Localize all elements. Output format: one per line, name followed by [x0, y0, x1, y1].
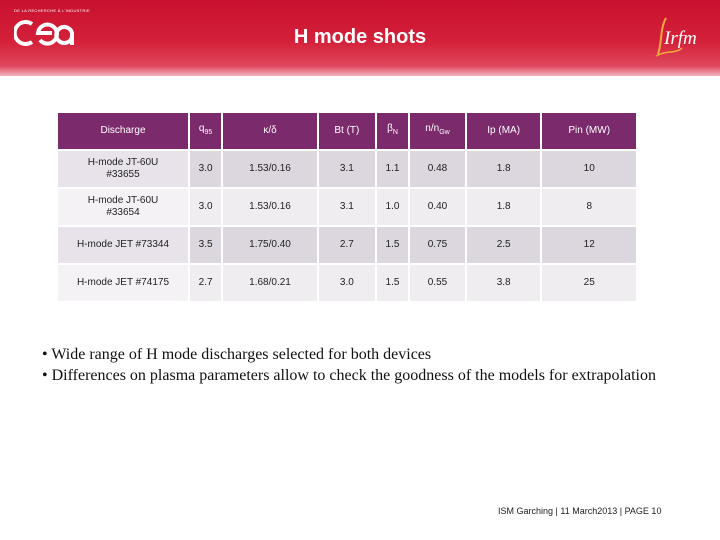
table-row: [58, 265, 636, 301]
shots-table: [56, 111, 638, 303]
col-header-beta-n: $\beta_N$: [377, 113, 408, 149]
col-header-density: $n/n_{Gw}$: [410, 113, 465, 149]
bullet-item: • Differences on plasma parameters allow to check the goodness of the models for extrapolation: [42, 367, 656, 384]
table-row: [58, 227, 636, 263]
bullet-item: • Wide range of H mode discharges selected for both devices: [42, 346, 432, 363]
shots-table-container: [58, 111, 638, 303]
cell-kappa-delta: 1.53/0.16: [223, 151, 317, 187]
col-header-ip: Ip (MA): [467, 113, 541, 149]
cell-pin: 10: [542, 151, 636, 187]
cell-bt: 3.1: [319, 189, 375, 225]
cell-kappa-delta: 1.53/0.16: [223, 189, 317, 225]
cell-pin: 25: [542, 265, 636, 301]
cell-kappa-delta: 1.75/0.40: [223, 227, 317, 263]
col-header-kappa-delta: κ/δ: [223, 113, 317, 149]
cell-q95: 3.5: [190, 227, 221, 263]
col-header-bt: Bt (T): [319, 113, 375, 149]
cell-ip: 3.8: [467, 265, 541, 301]
cell-q95: 3.0: [190, 151, 221, 187]
page-number: PAGE 10: [624, 506, 662, 516]
cell-beta-n: 1.5: [377, 227, 408, 263]
cell-ip: 1.8: [467, 189, 541, 225]
table-header-row: [58, 113, 636, 149]
col-header-q95: $q_{95}$: [190, 113, 221, 149]
cell-discharge: H-mode JET #74175: [58, 265, 188, 301]
page-title: H mode shots: [293, 26, 427, 48]
irfm-logo-text: Irfm: [664, 28, 697, 49]
footer-text: ISM Garching | 11 March2013 |: [498, 506, 623, 516]
cell-bt: 3.1: [319, 151, 375, 187]
cell-beta-n: 1.0: [377, 189, 408, 225]
cell-pin: 12: [542, 227, 636, 263]
cell-ip: 2.5: [467, 227, 541, 263]
cell-beta-n: 1.1: [377, 151, 408, 187]
header-band: [0, 0, 720, 76]
table-row: [58, 151, 636, 187]
cell-density: 0.75: [410, 227, 465, 263]
footer: [498, 506, 661, 516]
cell-beta-n: 1.5: [377, 265, 408, 301]
cell-density: 0.55: [410, 265, 465, 301]
cell-ip: 1.8: [467, 151, 541, 187]
bullet-list: [42, 344, 662, 386]
irfm-logo: [652, 14, 714, 58]
cell-discharge: H-mode JT-60U #33654: [58, 189, 188, 225]
cell-density: 0.48: [410, 151, 465, 187]
cell-discharge: H-mode JET #73344: [58, 227, 188, 263]
col-header-pin: Pin (MW): [542, 113, 636, 149]
cell-bt: 2.7: [319, 227, 375, 263]
cell-q95: 2.7: [190, 265, 221, 301]
table-row: [58, 189, 636, 225]
cell-bt: 3.0: [319, 265, 375, 301]
cea-tagline: DE LA RECHERCHE À L'INDUSTRIE: [14, 8, 90, 13]
cell-kappa-delta: 1.68/0.21: [223, 265, 317, 301]
cell-discharge: H-mode JT-60U #33655: [58, 151, 188, 187]
cell-density: 0.40: [410, 189, 465, 225]
col-header-discharge: Discharge: [58, 113, 188, 149]
cell-pin: 8: [542, 189, 636, 225]
cell-q95: 3.0: [190, 189, 221, 225]
